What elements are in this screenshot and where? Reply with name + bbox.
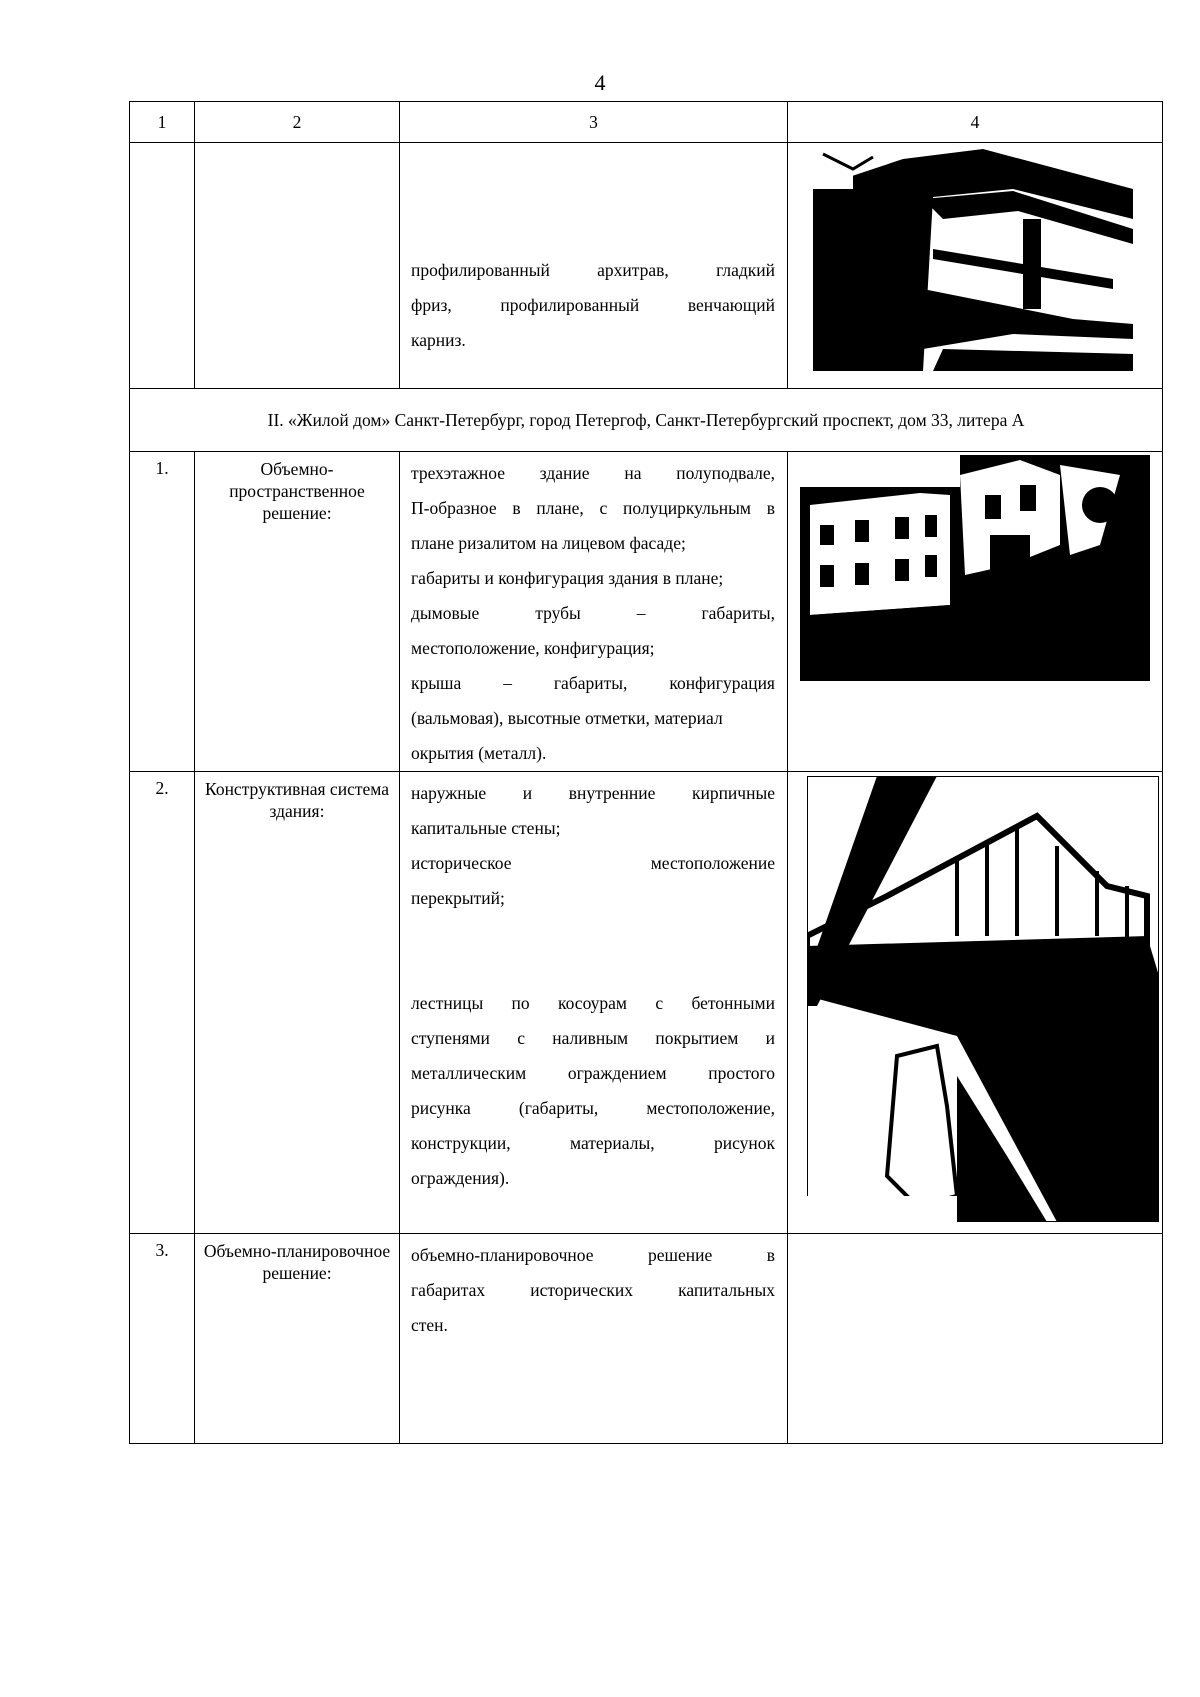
building-facade-photo [800,455,1150,681]
desc-line: (вальмовая), высотные отметки, материал [411,708,723,728]
photo-cell-empty [788,1234,1163,1444]
header-row [130,102,1163,143]
desc-line: рисунка (габариты, местоположение, [411,1098,775,1118]
desc-line: капитальные стены; [411,818,561,838]
row-number: 3. [130,1234,195,1444]
row-num-cell [130,143,195,389]
desc-line: габаритах исторических капитальных [411,1280,775,1300]
row-number: 1. [130,452,195,772]
row-name: Объемно-планировочное решение: [195,1234,400,1444]
desc-line: окрытия (металл). [411,743,547,763]
desc-line: габариты и конфигурация здания в плане; [411,568,724,588]
desc-line: трехэтажное здание на полуподвале, [411,463,775,483]
photo-cell [788,452,1163,772]
desc-line: наружные и внутренние кирпичные [411,783,775,803]
row-name: Объемно-пространственное решение: [195,452,400,772]
section-title: II. «Жилой дом» Санкт-Петербург, город Петергоф, Санкт-Петербургский проспект, дом 33, литера А [130,389,1163,452]
page-number: 4 [594,70,606,95]
desc-line: плане ризалитом на лицевом фасаде; [411,533,686,553]
row-name-cell [195,143,400,389]
row-desc-cell [400,452,788,772]
desc-line: стен. [411,1315,448,1335]
desc-line: перекрытий; [411,888,505,908]
desc-line: местоположение, конфигурация; [411,638,655,658]
row-desc-cell [400,1234,788,1444]
desc-line: карниз. [411,330,466,350]
row-number: 2. [130,772,195,1234]
desc-line: ограждения). [411,1168,510,1188]
table-row [130,143,1163,389]
desc-line: П-образное в плане, с полуциркульным в [411,498,775,518]
row-desc-cell [400,772,788,1234]
heritage-table [129,101,1163,1444]
desc-line: лестницы по косоурам с бетонными [411,993,775,1013]
photo-cell [788,143,1163,389]
table-row [130,772,1163,1234]
desc-line: фриз, профилированный венчающий [411,295,775,315]
cornice-photo [813,149,1133,371]
desc-line: историческое местоположение [411,853,775,873]
header-col-4: 4 [788,102,1163,143]
table-row [130,452,1163,772]
staircase-photo [807,776,1159,1222]
row-name: Конструктивная система здания: [195,772,400,1234]
desc-line: дымовые трубы – габариты, [411,603,775,623]
header-col-1: 1 [130,102,195,143]
desc-line: объемно-планировочное решение в [411,1245,775,1265]
header-col-3: 3 [400,102,788,143]
desc-line: металлическим ограждением простого [411,1063,775,1083]
desc-line: профилированный архитрав, гладкий [411,260,775,280]
header-col-2: 2 [195,102,400,143]
section-row [130,389,1163,452]
photo-cell [788,772,1163,1234]
desc-line: крыша – габариты, конфигурация [411,673,775,693]
desc-line: ступенями с наливным покрытием и [411,1028,775,1048]
desc-line: конструкции, материалы, рисунок [411,1133,775,1153]
table-row [130,1234,1163,1444]
row-desc-cell [400,143,788,389]
